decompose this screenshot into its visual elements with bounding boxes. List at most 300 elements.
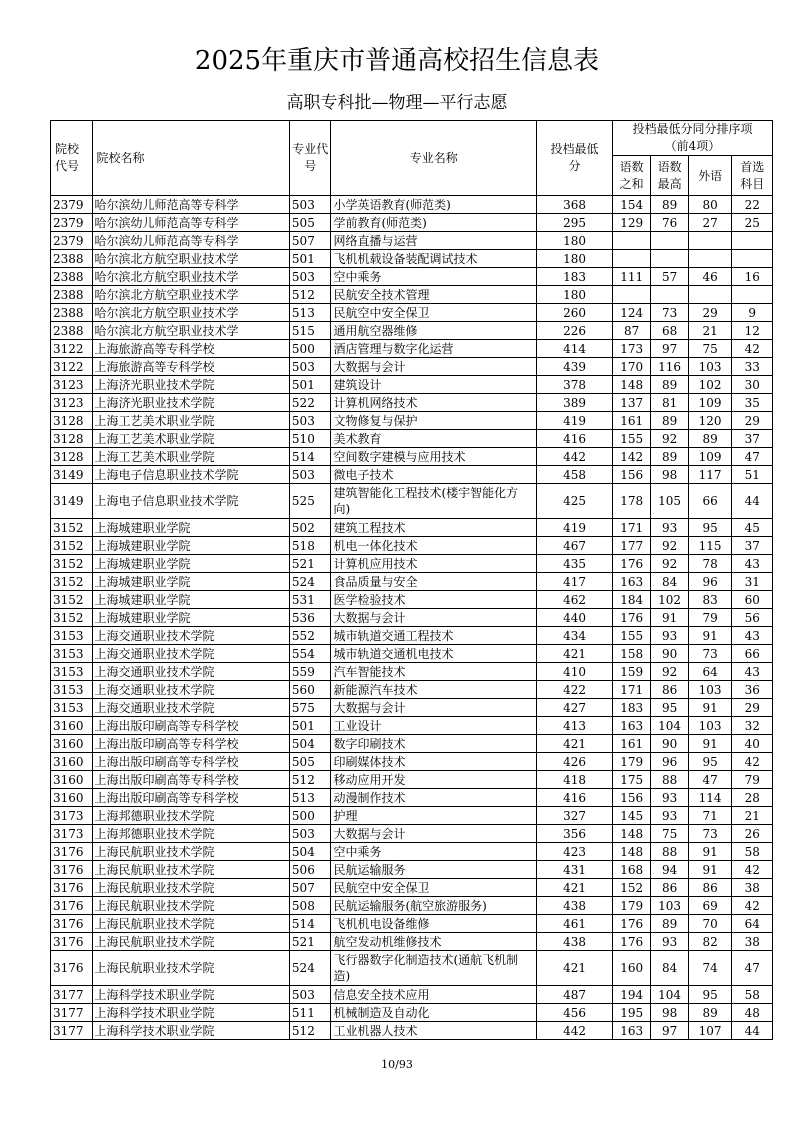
cell-major-code: 524 — [289, 573, 331, 591]
table-row — [51, 430, 773, 448]
cell-foreign-score: 107 — [688, 1022, 732, 1040]
cell-chinese-math-max: 89 — [651, 376, 688, 394]
cell-chinese-math-sum: 178 — [612, 484, 650, 519]
cell-school-code: 3153 — [51, 663, 93, 681]
cell-school-code: 2379 — [51, 232, 93, 250]
cell-min-score: 435 — [537, 555, 613, 573]
cell-first-subject-score: 44 — [732, 484, 773, 519]
cell-chinese-math-sum: 163 — [612, 1022, 650, 1040]
cell-first-subject-score: 37 — [732, 430, 773, 448]
cell-first-subject-score: 29 — [732, 699, 773, 717]
table-header — [51, 121, 773, 196]
cell-school-name: 上海济光职业技术学院 — [92, 376, 289, 394]
cell-chinese-math-max: 98 — [651, 466, 688, 484]
cell-school-name: 上海交通职业技术学院 — [92, 663, 289, 681]
cell-school-code: 3152 — [51, 609, 93, 627]
cell-school-code: 3153 — [51, 627, 93, 645]
cell-major-code: 501 — [289, 717, 331, 735]
cell-chinese-math-max: 93 — [651, 627, 688, 645]
cell-major-code: 525 — [289, 484, 331, 519]
table-row — [51, 951, 773, 986]
cell-foreign-score: 86 — [688, 879, 732, 897]
cell-min-score: 458 — [537, 466, 613, 484]
cell-school-name: 上海民航职业技术学院 — [92, 879, 289, 897]
cell-first-subject-score: 43 — [732, 555, 773, 573]
cell-min-score: 389 — [537, 394, 613, 412]
cell-major-name: 飞机机载设备装配调试技术 — [331, 250, 537, 268]
cell-chinese-math-sum: 156 — [612, 789, 650, 807]
header-foreign-language: 外语 — [688, 156, 732, 196]
cell-min-score: 421 — [537, 735, 613, 753]
cell-foreign-score: 109 — [688, 448, 732, 466]
cell-chinese-math-max: 97 — [651, 1022, 688, 1040]
cell-chinese-math-max: 84 — [651, 951, 688, 986]
cell-major-name: 民航运输服务(航空旅游服务) — [331, 897, 537, 915]
cell-school-code: 3176 — [51, 933, 93, 951]
cell-school-code: 3160 — [51, 789, 93, 807]
cell-foreign-score: 91 — [688, 699, 732, 717]
cell-major-name: 新能源汽车技术 — [331, 681, 537, 699]
cell-major-code: 503 — [289, 986, 331, 1004]
cell-school-code: 3153 — [51, 645, 93, 663]
cell-school-code: 3153 — [51, 699, 93, 717]
cell-foreign-score: 21 — [688, 322, 732, 340]
cell-min-score: 180 — [537, 232, 613, 250]
cell-first-subject-score: 42 — [732, 861, 773, 879]
cell-major-name: 微电子技术 — [331, 466, 537, 484]
table-row — [51, 861, 773, 879]
cell-min-score: 183 — [537, 268, 613, 286]
cell-chinese-math-max: 89 — [651, 196, 688, 214]
cell-foreign-score: 73 — [688, 645, 732, 663]
cell-min-score: 442 — [537, 1022, 613, 1040]
cell-school-name: 上海城建职业学院 — [92, 519, 289, 537]
cell-chinese-math-max: 93 — [651, 933, 688, 951]
cell-foreign-score: 103 — [688, 358, 732, 376]
cell-school-name: 上海交通职业技术学院 — [92, 699, 289, 717]
cell-first-subject-score — [732, 232, 773, 250]
cell-min-score: 180 — [537, 250, 613, 268]
cell-min-score: 416 — [537, 789, 613, 807]
table-row — [51, 1004, 773, 1022]
cell-min-score: 416 — [537, 430, 613, 448]
cell-min-score: 356 — [537, 825, 613, 843]
cell-school-name: 上海城建职业学院 — [92, 591, 289, 609]
cell-first-subject-score: 40 — [732, 735, 773, 753]
cell-foreign-score: 91 — [688, 843, 732, 861]
cell-first-subject-score: 32 — [732, 717, 773, 735]
cell-chinese-math-sum — [612, 286, 650, 304]
cell-min-score: 442 — [537, 448, 613, 466]
cell-major-name: 民航空中安全保卫 — [331, 304, 537, 322]
cell-first-subject-score: 42 — [732, 897, 773, 915]
cell-first-subject-score: 43 — [732, 663, 773, 681]
cell-school-name: 上海民航职业技术学院 — [92, 861, 289, 879]
cell-school-code: 3152 — [51, 591, 93, 609]
cell-major-name: 酒店管理与数字化运营 — [331, 340, 537, 358]
table-row — [51, 645, 773, 663]
cell-chinese-math-sum: 173 — [612, 340, 650, 358]
cell-min-score: 434 — [537, 627, 613, 645]
cell-min-score: 414 — [537, 340, 613, 358]
table-row — [51, 717, 773, 735]
cell-first-subject-score: 12 — [732, 322, 773, 340]
cell-foreign-score: 95 — [688, 986, 732, 1004]
cell-foreign-score: 73 — [688, 825, 732, 843]
cell-first-subject-score: 36 — [732, 681, 773, 699]
cell-chinese-math-max: 97 — [651, 340, 688, 358]
cell-first-subject-score: 38 — [732, 933, 773, 951]
cell-chinese-math-sum: 161 — [612, 412, 650, 430]
cell-major-code: 524 — [289, 951, 331, 986]
cell-min-score: 418 — [537, 771, 613, 789]
cell-school-code: 2379 — [51, 196, 93, 214]
cell-school-code: 3123 — [51, 394, 93, 412]
cell-major-code: 552 — [289, 627, 331, 645]
table-row — [51, 753, 773, 771]
cell-major-name: 工业机器人技术 — [331, 1022, 537, 1040]
cell-min-score: 421 — [537, 951, 613, 986]
cell-chinese-math-sum: 176 — [612, 609, 650, 627]
cell-major-name: 通用航空器维修 — [331, 322, 537, 340]
cell-min-score: 295 — [537, 214, 613, 232]
cell-foreign-score — [688, 286, 732, 304]
cell-foreign-score: 74 — [688, 951, 732, 986]
table-row — [51, 268, 773, 286]
cell-major-name: 空间数字建模与应用技术 — [331, 448, 537, 466]
cell-major-name: 民航安全技术管理 — [331, 286, 537, 304]
table-row — [51, 735, 773, 753]
cell-major-code: 512 — [289, 286, 331, 304]
cell-school-code: 3160 — [51, 735, 93, 753]
table-row — [51, 484, 773, 519]
header-school-code: 院校代号 — [51, 121, 93, 196]
cell-school-name: 上海电子信息职业技术学院 — [92, 466, 289, 484]
cell-major-name: 建筑工程技术 — [331, 519, 537, 537]
cell-foreign-score: 71 — [688, 807, 732, 825]
cell-school-name: 上海旅游高等专科学校 — [92, 340, 289, 358]
cell-min-score: 180 — [537, 286, 613, 304]
cell-foreign-score: 46 — [688, 268, 732, 286]
cell-min-score: 417 — [537, 573, 613, 591]
cell-major-name: 空中乘务 — [331, 268, 537, 286]
cell-major-code: 501 — [289, 250, 331, 268]
cell-major-name: 航空发动机维修技术 — [331, 933, 537, 951]
cell-major-name: 计算机应用技术 — [331, 555, 537, 573]
cell-chinese-math-max: 105 — [651, 484, 688, 519]
cell-chinese-math-max: 92 — [651, 663, 688, 681]
cell-chinese-math-sum: 171 — [612, 681, 650, 699]
cell-first-subject-score: 26 — [732, 825, 773, 843]
cell-chinese-math-sum: 160 — [612, 951, 650, 986]
page-number: 10/93 — [381, 1058, 413, 1071]
cell-major-code: 502 — [289, 519, 331, 537]
cell-chinese-math-max: 89 — [651, 412, 688, 430]
cell-chinese-math-max: 92 — [651, 555, 688, 573]
cell-min-score: 487 — [537, 986, 613, 1004]
cell-school-code: 3176 — [51, 879, 93, 897]
cell-school-name: 哈尔滨幼儿师范高等专科学 — [92, 232, 289, 250]
cell-foreign-score: 91 — [688, 861, 732, 879]
table-row — [51, 771, 773, 789]
table-row — [51, 663, 773, 681]
cell-major-code: 559 — [289, 663, 331, 681]
table-row — [51, 573, 773, 591]
page-subtitle: 高职专科批—物理—平行志愿 — [286, 93, 508, 113]
cell-school-code: 3173 — [51, 807, 93, 825]
table-row — [51, 933, 773, 951]
cell-min-score: 421 — [537, 879, 613, 897]
cell-chinese-math-max: 104 — [651, 986, 688, 1004]
cell-chinese-math-sum: 87 — [612, 322, 650, 340]
cell-foreign-score: 75 — [688, 340, 732, 358]
cell-school-code: 3122 — [51, 340, 93, 358]
cell-first-subject-score: 51 — [732, 466, 773, 484]
cell-min-score: 461 — [537, 915, 613, 933]
cell-school-code: 3160 — [51, 753, 93, 771]
cell-first-subject-score: 44 — [732, 1022, 773, 1040]
cell-school-name: 上海民航职业技术学院 — [92, 915, 289, 933]
cell-chinese-math-max: 93 — [651, 807, 688, 825]
cell-min-score: 226 — [537, 322, 613, 340]
cell-school-name: 上海工艺美术职业学院 — [92, 430, 289, 448]
cell-major-code: 560 — [289, 681, 331, 699]
cell-min-score: 456 — [537, 1004, 613, 1022]
cell-school-name: 上海工艺美术职业学院 — [92, 448, 289, 466]
page-title: 2025年重庆市普通高校招生信息表 — [194, 46, 600, 76]
cell-chinese-math-max: 57 — [651, 268, 688, 286]
cell-chinese-math-sum: 148 — [612, 843, 650, 861]
cell-major-code: 508 — [289, 897, 331, 915]
cell-major-code: 507 — [289, 232, 331, 250]
table-row — [51, 555, 773, 573]
cell-major-name: 信息安全技术应用 — [331, 986, 537, 1004]
cell-chinese-math-sum: 155 — [612, 627, 650, 645]
cell-chinese-math-sum: 161 — [612, 735, 650, 753]
cell-school-code: 3122 — [51, 358, 93, 376]
cell-school-name: 上海交通职业技术学院 — [92, 645, 289, 663]
cell-first-subject-score: 29 — [732, 412, 773, 430]
cell-chinese-math-sum: 194 — [612, 986, 650, 1004]
cell-school-code: 2388 — [51, 304, 93, 322]
cell-chinese-math-max — [651, 286, 688, 304]
cell-school-code: 3176 — [51, 951, 93, 986]
cell-major-code: 503 — [289, 466, 331, 484]
cell-min-score: 260 — [537, 304, 613, 322]
cell-school-code: 3123 — [51, 376, 93, 394]
cell-min-score: 413 — [537, 717, 613, 735]
cell-foreign-score: 29 — [688, 304, 732, 322]
cell-school-code: 3153 — [51, 681, 93, 699]
cell-major-name: 城市轨道交通工程技术 — [331, 627, 537, 645]
cell-min-score: 439 — [537, 358, 613, 376]
cell-school-name: 哈尔滨幼儿师范高等专科学 — [92, 196, 289, 214]
cell-chinese-math-sum — [612, 250, 650, 268]
table-row — [51, 825, 773, 843]
cell-min-score: 368 — [537, 196, 613, 214]
cell-school-name: 上海出版印刷高等专科学校 — [92, 789, 289, 807]
cell-school-code: 3177 — [51, 986, 93, 1004]
cell-chinese-math-sum: 155 — [612, 430, 650, 448]
cell-first-subject-score: 58 — [732, 986, 773, 1004]
cell-first-subject-score: 45 — [732, 519, 773, 537]
header-major-code: 专业代号 — [289, 121, 331, 196]
cell-chinese-math-sum: 148 — [612, 825, 650, 843]
cell-chinese-math-max: 91 — [651, 609, 688, 627]
cell-school-code: 3128 — [51, 412, 93, 430]
cell-major-name: 城市轨道交通机电技术 — [331, 645, 537, 663]
cell-chinese-math-sum: 159 — [612, 663, 650, 681]
cell-major-code: 514 — [289, 915, 331, 933]
cell-chinese-math-sum: 176 — [612, 933, 650, 951]
table-row — [51, 897, 773, 915]
cell-school-name: 哈尔滨北方航空职业技术学 — [92, 286, 289, 304]
cell-school-code: 3173 — [51, 825, 93, 843]
cell-first-subject-score: 64 — [732, 915, 773, 933]
cell-chinese-math-max — [651, 250, 688, 268]
cell-major-code: 575 — [289, 699, 331, 717]
table-row — [51, 519, 773, 537]
table-row — [51, 699, 773, 717]
cell-school-code: 3176 — [51, 915, 93, 933]
cell-major-code: 506 — [289, 861, 331, 879]
cell-foreign-score: 78 — [688, 555, 732, 573]
table-row — [51, 412, 773, 430]
cell-chinese-math-sum: 111 — [612, 268, 650, 286]
table-row — [51, 394, 773, 412]
cell-foreign-score: 103 — [688, 717, 732, 735]
header-chinese-math-max: 语数最高 — [651, 156, 688, 196]
cell-foreign-score: 82 — [688, 933, 732, 951]
cell-first-subject-score: 16 — [732, 268, 773, 286]
table-row — [51, 537, 773, 555]
cell-major-code: 503 — [289, 196, 331, 214]
cell-first-subject-score: 42 — [732, 753, 773, 771]
cell-major-name: 网络直播与运营 — [331, 232, 537, 250]
table-row — [51, 250, 773, 268]
cell-major-code: 500 — [289, 807, 331, 825]
cell-major-code: 521 — [289, 555, 331, 573]
cell-school-code: 3149 — [51, 484, 93, 519]
cell-major-code: 536 — [289, 609, 331, 627]
cell-chinese-math-max: 94 — [651, 861, 688, 879]
cell-foreign-score: 66 — [688, 484, 732, 519]
table-row — [51, 466, 773, 484]
cell-first-subject-score: 48 — [732, 1004, 773, 1022]
header-school-name: 院校名称 — [92, 121, 289, 196]
cell-major-name: 印刷媒体技术 — [331, 753, 537, 771]
cell-min-score: 421 — [537, 645, 613, 663]
table-row — [51, 843, 773, 861]
cell-major-name: 机械制造及自动化 — [331, 1004, 537, 1022]
admission-table — [50, 120, 773, 1040]
cell-chinese-math-max: 98 — [651, 1004, 688, 1022]
cell-school-name: 上海城建职业学院 — [92, 555, 289, 573]
cell-school-name: 上海出版印刷高等专科学校 — [92, 735, 289, 753]
cell-chinese-math-max: 84 — [651, 573, 688, 591]
cell-school-code: 2388 — [51, 268, 93, 286]
cell-foreign-score: 89 — [688, 430, 732, 448]
cell-chinese-math-max: 116 — [651, 358, 688, 376]
cell-chinese-math-sum: 176 — [612, 555, 650, 573]
cell-chinese-math-sum: 171 — [612, 519, 650, 537]
cell-school-name: 上海邦德职业技术学院 — [92, 807, 289, 825]
cell-min-score: 419 — [537, 519, 613, 537]
cell-foreign-score: 89 — [688, 1004, 732, 1022]
cell-first-subject-score: 60 — [732, 591, 773, 609]
cell-school-code: 3152 — [51, 573, 93, 591]
cell-major-code: 514 — [289, 448, 331, 466]
cell-major-name: 工业设计 — [331, 717, 537, 735]
cell-major-code: 505 — [289, 753, 331, 771]
cell-foreign-score: 102 — [688, 376, 732, 394]
cell-major-name: 医学检验技术 — [331, 591, 537, 609]
cell-chinese-math-sum: 168 — [612, 861, 650, 879]
cell-school-name: 上海旅游高等专科学校 — [92, 358, 289, 376]
cell-major-code: 504 — [289, 735, 331, 753]
cell-major-code: 511 — [289, 1004, 331, 1022]
cell-chinese-math-max: 102 — [651, 591, 688, 609]
cell-foreign-score — [688, 232, 732, 250]
cell-foreign-score: 114 — [688, 789, 732, 807]
cell-chinese-math-sum: 142 — [612, 448, 650, 466]
cell-major-code: 507 — [289, 879, 331, 897]
table-row — [51, 915, 773, 933]
cell-chinese-math-sum: 184 — [612, 591, 650, 609]
cell-school-name: 上海邦德职业技术学院 — [92, 825, 289, 843]
cell-first-subject-score — [732, 250, 773, 268]
cell-major-name: 护理 — [331, 807, 537, 825]
header-first-subject: 首选科目 — [732, 156, 773, 196]
cell-chinese-math-sum: 195 — [612, 1004, 650, 1022]
cell-min-score: 425 — [537, 484, 613, 519]
cell-school-code: 2388 — [51, 250, 93, 268]
cell-school-code: 3152 — [51, 519, 93, 537]
cell-chinese-math-max: 89 — [651, 448, 688, 466]
table-row — [51, 448, 773, 466]
table-row — [51, 358, 773, 376]
cell-major-name: 民航运输服务 — [331, 861, 537, 879]
cell-school-code: 3152 — [51, 555, 93, 573]
cell-chinese-math-sum: 175 — [612, 771, 650, 789]
cell-school-code: 3128 — [51, 430, 93, 448]
cell-school-name: 上海民航职业技术学院 — [92, 843, 289, 861]
cell-major-name: 建筑设计 — [331, 376, 537, 394]
cell-min-score: 431 — [537, 861, 613, 879]
cell-major-code: 500 — [289, 340, 331, 358]
cell-min-score: 426 — [537, 753, 613, 771]
cell-chinese-math-max: 88 — [651, 843, 688, 861]
cell-chinese-math-max: 89 — [651, 915, 688, 933]
table-row — [51, 609, 773, 627]
cell-major-code: 504 — [289, 843, 331, 861]
cell-chinese-math-sum: 179 — [612, 897, 650, 915]
cell-foreign-score: 103 — [688, 681, 732, 699]
table-row — [51, 807, 773, 825]
cell-major-name: 大数据与会计 — [331, 699, 537, 717]
cell-chinese-math-max: 86 — [651, 681, 688, 699]
cell-min-score: 422 — [537, 681, 613, 699]
cell-school-code: 3160 — [51, 771, 93, 789]
cell-chinese-math-sum: 158 — [612, 645, 650, 663]
cell-major-code: 501 — [289, 376, 331, 394]
cell-major-code: 503 — [289, 412, 331, 430]
cell-major-code: 503 — [289, 268, 331, 286]
cell-school-code: 3160 — [51, 717, 93, 735]
cell-school-code: 3177 — [51, 1022, 93, 1040]
cell-foreign-score: 96 — [688, 573, 732, 591]
cell-major-code: 522 — [289, 394, 331, 412]
